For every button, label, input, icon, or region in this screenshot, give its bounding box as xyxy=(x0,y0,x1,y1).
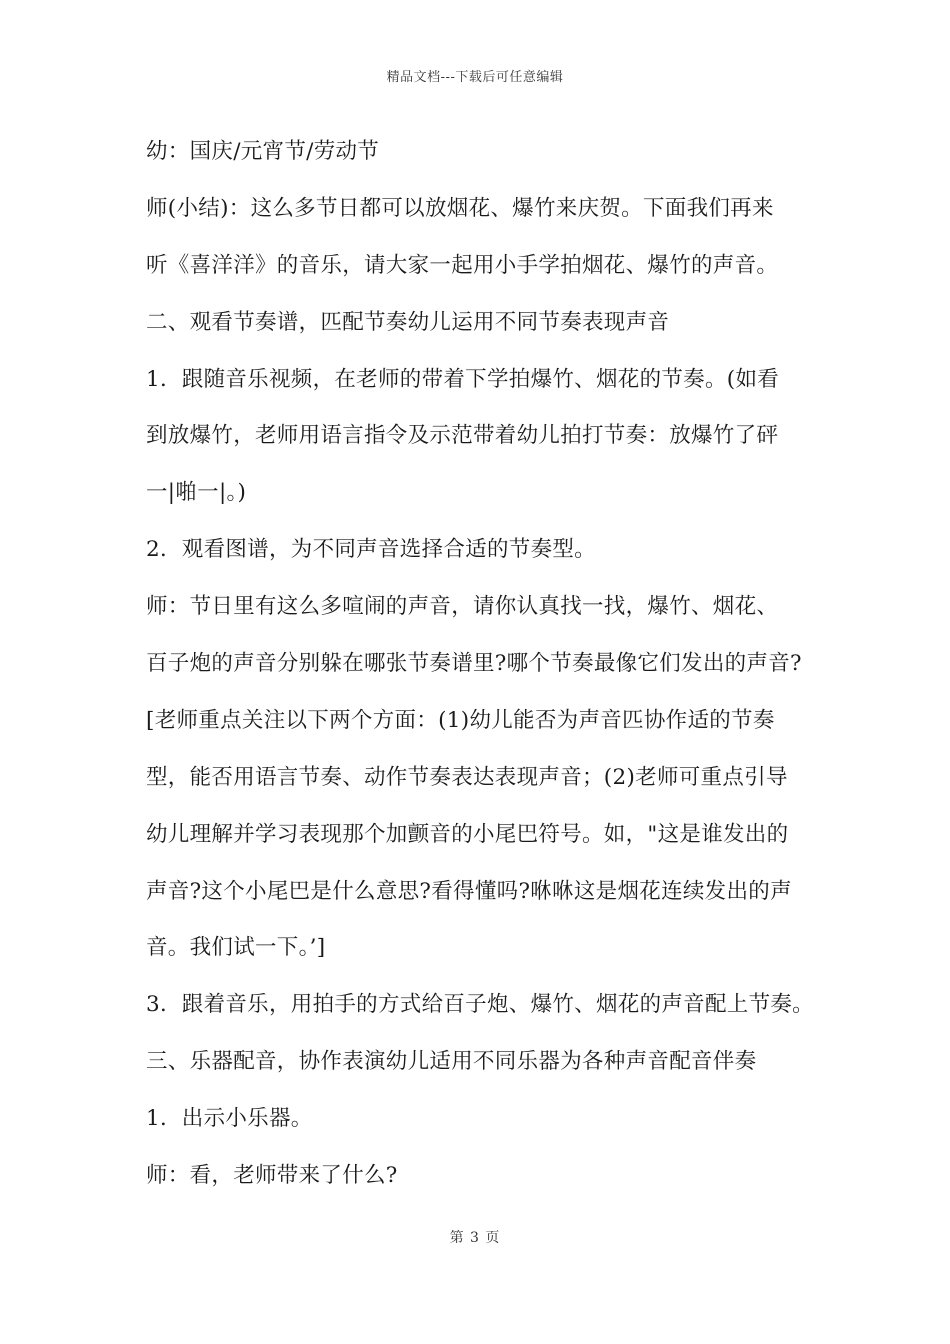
text-line: 师：看，老师带来了什么? xyxy=(146,1163,398,1189)
text-line: 型，能否用语言节奏、动作节奏表达表现声音；(2)老师可重点引导 xyxy=(146,764,788,790)
text-line: 声音?这个小尾巴是什么意思?看得懂吗?咻咻这是烟花连续发出的声 xyxy=(146,878,792,904)
text-line: 幼：国庆/元宵节/劳动节 xyxy=(146,139,380,164)
text-line: 1．出示小乐器。 xyxy=(146,1106,313,1132)
page-header: 精品文档---下载后可任意编辑 xyxy=(386,70,564,85)
text-line: 1．跟随音乐视频，在老师的带着下学拍爆竹、烟花的节奏。(如看 xyxy=(146,366,780,392)
text-line: 百子炮的声音分别躲在哪张节奏谱里?哪个节奏最像它们发出的声音? xyxy=(146,651,802,677)
section-heading: 三、乐器配音，协作表演幼儿适用不同乐器为各种声音配音伴奏 xyxy=(146,1049,757,1075)
text-line: 2．观看图谱，为不同声音选择合适的节奏型。 xyxy=(146,537,596,563)
page-number: 第 3 页 xyxy=(449,1230,501,1246)
text-line: 到放爆竹，老师用语言指令及示范带着幼儿拍打节奏：放爆竹了砰 xyxy=(146,423,779,449)
section-heading: 二、观看节奏谱，匹配节奏幼儿运用不同节奏表现声音 xyxy=(146,309,670,335)
text-line: 师：节日里有这么多喧闹的声音，请你认真找一找，爆竹、烟花、 xyxy=(146,594,779,620)
text-line: 3．跟着音乐，用拍手的方式给百子炮、爆竹、烟花的声音配上节奏。 xyxy=(146,992,814,1018)
text-line: 听《喜洋洋》的音乐，请大家一起用小手学拍烟花、爆竹的声音。 xyxy=(146,252,779,278)
text-line: 幼儿理解并学习表现那个加颤音的小尾巴符号。如，"这是谁发出的 xyxy=(146,821,789,847)
text-line: [老师重点关注以下两个方面：(1)幼儿能否为声音匹协作适的节奏 xyxy=(146,707,775,733)
text-line: 音。我们试一下。’] xyxy=(146,935,326,961)
text-line: 师(小结)：这么多节日都可以放烟花、爆竹来庆贺。下面我们再来 xyxy=(146,195,774,221)
document-body xyxy=(146,130,826,1211)
text-line: 一|啪一|。) xyxy=(146,480,247,506)
